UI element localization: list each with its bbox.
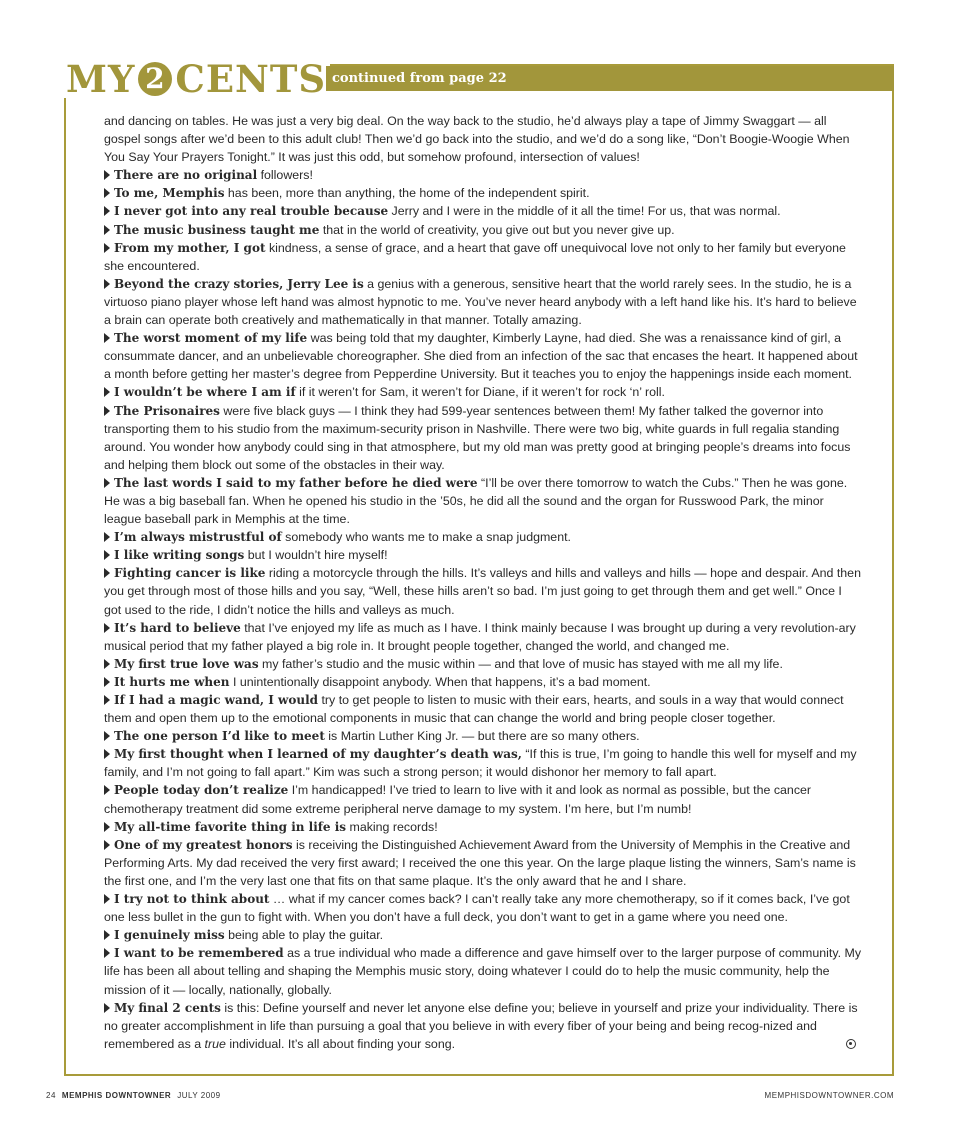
logo-my: MY [66,57,136,101]
item-lead: Beyond the crazy stories, Jerry Lee is [114,276,364,291]
list-item [104,474,862,528]
item-lead: My first thought when I learned of my daughter’s death was, [114,747,522,762]
triangle-bullet-icon [104,623,110,633]
triangle-bullet-icon [104,170,110,180]
list-item [104,221,862,239]
intro-paragraph: and dancing on tables. He was just a very big deal. On the way back to the studio, he’d always play a tape of Jimmy Swaggart — all gospel songs after we’d been to this adult club! Then we’d go back into the studio, and we’d do a song like, “Don’t Boogie-Woogie When You Say Your Prayers Tonight.” It was just this odd, but somehow profound, intersection of values! [104,114,850,165]
item-lead: I wouldn’t be where I am if [114,385,296,400]
item-text: if it weren’t for Sam, it weren’t for Diane, if it weren’t for rock ‘n’ roll. [295,385,665,400]
magazine-name: MEMPHIS DOWNTOWNER [61,1091,172,1100]
triangle-bullet-icon [104,1003,110,1013]
triangle-bullet-icon [104,406,110,416]
item-text: making records! [346,819,438,834]
triangle-bullet-icon [104,695,110,705]
list-item [104,546,862,564]
item-text: were five black guys — I think they had 599-year sentences between them! My father talked the governor into transporting them to his studio from the maximum-security prison in Nashville. There were two big, white guards in full regalia standing around. You wonder how anybody could sing in that atmosphere, but my old man was pretty good at bringing people’s dreams into focus and helping them block out some of the obstacles in their way. [104,403,851,472]
footer-url: MEMPHISDOWNTOWNER.COM [764,1091,894,1100]
triangle-bullet-icon [104,532,110,542]
item-text: followers! [257,168,313,183]
triangle-bullet-icon [104,948,110,958]
item-text: was being told that my daughter, Kimberly Layne, had died. She was a renaissance kind of girl, a consummate dancer, and an unbelievable choreographer. She died from an infection of the sac that encases the heart. It happened about a month before getting her master’s degree from Pepperdine University. But it teaches you to enjoy the happenings inside each moment. [104,331,858,382]
item-lead: The worst moment of my life [114,331,308,346]
item-lead: The music business taught me [114,222,320,237]
list-item [104,402,862,474]
item-text: riding a motorcycle through the hills. It’s valleys and hills and valleys and hills — hope and despair. And then you get through most of those hills and you say, “Well, these hills aren’t so bad. I’m just going to get through them and get well.” Once I got used to the ride, I didn’t notice the hills and valleys as much. [104,566,861,617]
item-text: has been, more than anything, the home of the independent spirit. [224,186,590,201]
list-item [104,727,862,745]
item-lead: One of my greatest honors [114,837,293,852]
item-lead: I try not to think about [114,892,270,907]
item-text: try to get people to listen to music with their ears, hearts, and souls in a way that would connect them and open them up to the emotional components in music that can change the world and bring people closer together. [104,693,844,726]
triangle-bullet-icon [104,930,110,940]
item-lead: To me, Memphis [114,186,225,201]
triangle-bullet-icon [104,840,110,850]
list-item [104,528,862,546]
item-text: … what if my cancer comes back? I can’t really take any more chemotherapy, so if it comes back, I’ve got one less bullet in the gun to fight with. When you don’t have a full deck, you don’t want to get in a game where you need one. [104,892,850,925]
triangle-bullet-icon [104,785,110,795]
triangle-bullet-icon [104,749,110,759]
list-item [104,926,862,944]
article-body [104,112,862,1053]
footer-left [46,1091,221,1100]
list-item [104,818,862,836]
item-lead: I genuinely miss [114,928,225,943]
qa-list [104,166,862,998]
item-lead: There are no original [114,168,258,183]
triangle-bullet-icon [104,387,110,397]
triangle-bullet-icon [104,206,110,216]
item-lead: My final 2 cents [114,1000,221,1015]
item-lead: From my mother, I got [114,240,266,255]
list-item [104,944,862,998]
item-text: is this: Define yourself and never let anyone else define you; believe in yourself and prize your individuality. There is no greater accomplishment in life than pursuing a goal that you believe in with every fiber of your being and being recog-nized and remembered as a [104,1000,858,1051]
triangle-bullet-icon [104,894,110,904]
item-text: Jerry and I were in the middle of it all the time! For us, that was normal. [388,204,781,219]
item-lead: I want to be remembered [114,946,284,961]
item-text: I unintentionally disappoint anybody. When that happens, it’s a bad moment. [229,674,651,689]
item-lead: If I had a magic wand, I would [114,693,319,707]
triangle-bullet-icon [104,659,110,669]
item-lead: The one person I’d like to meet [114,729,325,744]
logo-cents: CENTS [175,57,327,101]
item-text: but I wouldn’t hire myself! [244,548,388,563]
issue-date: JULY 2009 [177,1091,221,1100]
list-item [104,619,862,655]
item-text: “I’ll be over there tomorrow to watch the Cubs.” Then he was gone. He was a big baseball fan. When he opened his studio in the ’50s, he did all the sound and the organ for Russwood Park, the minor league baseball park in Memphis at the time. [104,475,848,527]
item-lead: The Prisonaires [114,403,220,418]
continued-from-bar: continued from page 22 [326,66,894,91]
item-text: that I’ve enjoyed my life as much as I have. I think mainly because I was brought up during a very revolution-ary musical period that my father played a big role in. It brought people together, changed the world, and changed me. [104,620,856,653]
triangle-bullet-icon [104,822,110,832]
item-text: being able to play the guitar. [224,928,384,943]
triangle-bullet-icon [104,188,110,198]
triangle-bullet-icon [104,279,110,289]
item-lead: Fighting cancer is like [114,566,266,581]
item-lead: It hurts me when [114,674,230,689]
list-item [104,184,862,202]
column-banner [64,57,894,101]
list-item [104,655,862,673]
logo-two-circle: 2 [138,62,172,96]
list-item [104,745,862,781]
list-item [104,781,862,817]
triangle-bullet-icon [104,333,110,343]
item-lead: I never got into any real trouble because [114,204,389,219]
list-item [104,673,862,691]
item-text: my father’s studio and the music within — and that love of music has stayed with me all my life. [258,656,783,671]
triangle-bullet-icon [104,568,110,578]
list-item [104,166,862,184]
triangle-bullet-icon [104,478,110,488]
list-item [104,383,862,401]
item-text: I’m handicapped! I’ve tried to learn to live with it and look as normal as possible, but the cancer chemotherapy treatment did some extreme peripheral nerve damage to my system. I’m here, but I’m numb! [104,783,812,816]
item-lead: People today don’t realize [114,783,289,798]
item-text: a genius with a generous, sensitive heart that the world rarely sees. In the studio, he is a virtuoso piano player whose left hand was almost hypnotic to me. You’ve never heard anybody with a left hand like his. It’s hard to believe a brain can operate both creatively and mathematically in that manner. Totally amazing. [104,276,857,328]
item-lead: My all-time favorite thing in life is [114,819,347,834]
item-text: somebody who wants me to make a snap judgment. [281,530,571,545]
item-lead: I’m always mistrustful of [114,530,282,545]
list-item [104,691,862,727]
list-item [104,275,862,329]
item-text: “If this is true, I’m going to handle this well for myself and my family, and I’m not going to fall apart.” Kim was such a strong person; it would dishonor her memory to fall apart. [104,747,857,780]
item-text: that in the world of creativity, you give out but you never give up. [319,222,675,237]
item-emphasis: true [204,1036,226,1051]
item-text-end: individual. It’s all about finding your song. [225,1036,456,1051]
triangle-bullet-icon [104,677,110,687]
list-item [104,836,862,890]
final-item [104,999,862,1053]
list-item [104,329,862,383]
triangle-bullet-icon [104,243,110,253]
page-number: 24 [46,1091,56,1100]
item-lead: It’s hard to believe [114,620,241,635]
list-item [104,890,862,926]
item-text: as a true individual who made a difference and gave himself over to the larger purpose of community. My life has been all about telling and shaping the Memphis music story, doing whatever I could do to help the music community, help the mission of it — locally, nationally, globally. [104,946,862,997]
item-text: is receiving the Distinguished Achievement Award from the University of Memphis in the Creative and Performing Arts. My dad received the very first award; I received the one this year. On the large plaque listing the winners, Sam’s name is the first one, and I’m the very last one that fits on that same plaque. It’s the only award that he and I share. [104,837,856,888]
end-mark-icon [846,1039,856,1049]
triangle-bullet-icon [104,731,110,741]
item-text: kindness, a sense of grace, and a heart that gave off unequivocal love not only to her family but everyone she encountered. [104,240,846,273]
triangle-bullet-icon [104,225,110,235]
item-lead: The last words I said to my father before he died were [114,475,478,490]
list-item [104,202,862,220]
my-2-cents-logo [64,57,330,101]
triangle-bullet-icon [104,550,110,560]
list-item [104,239,862,275]
list-item [104,564,862,618]
item-lead: My first true love was [114,656,259,671]
item-lead: I like writing songs [114,548,245,563]
item-text: is Martin Luther King Jr. — but there are so many others. [324,729,640,744]
